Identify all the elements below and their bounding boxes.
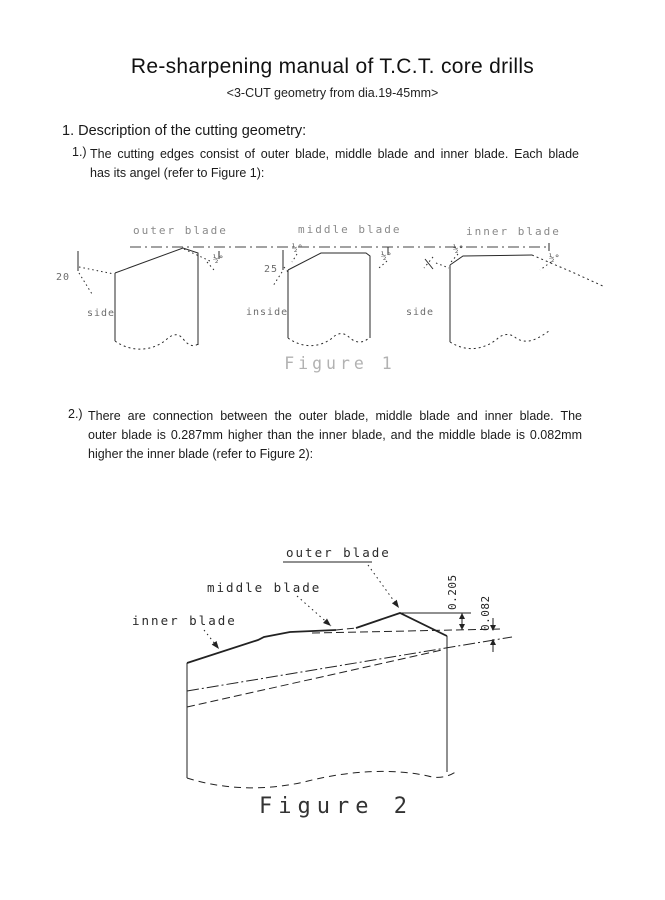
figure1-drawing [0, 215, 665, 380]
blade-profile [187, 613, 457, 788]
middle-angle-value: 25 [264, 264, 279, 275]
inner-tip-angle-left: ½° [453, 245, 464, 255]
middle-tip-angle-left: ½° [292, 244, 303, 254]
inner-tip-angle-right: ½° [549, 254, 560, 264]
outer-angle-value: 20 [56, 272, 71, 283]
figure2-drawing [0, 530, 665, 840]
item1-marker: 1.) [72, 145, 87, 159]
label-leaders [204, 562, 399, 649]
middle-side-label: inside [246, 307, 289, 318]
figure1-caption: Figure 1 [284, 354, 396, 373]
fig2-outer-blade-label: outer blade [286, 545, 391, 560]
dimension-0082: 0.082 [479, 595, 492, 631]
outer-tip-angle: ½° [213, 255, 224, 265]
item2-marker: 2.) [68, 407, 83, 421]
dimension-0205: 0.205 [446, 574, 459, 610]
reference-lines [187, 629, 512, 707]
item2-line3: higher the inner blade (refer to Figure 2): [88, 447, 314, 461]
middle-blade-shape [273, 247, 388, 346]
item2-line1: There are connection between the outer blade, middle blade and inner blade. The [88, 409, 582, 423]
page-title: Re-sharpening manual of T.C.T. core drills [130, 55, 535, 78]
outer-blade-label: outer blade [133, 224, 228, 237]
middle-tip-angle-right: ½° [381, 252, 392, 262]
item1-line1: The cutting edges consist of outer blade, middle blade and inner blade. Each blade [90, 147, 579, 161]
inner-blade-label: inner blade [466, 225, 561, 238]
middle-blade-label: middle blade [298, 223, 402, 236]
outer-side-label: side [87, 308, 116, 319]
fig2-middle-blade-label: middle blade [207, 580, 322, 595]
figure2-caption: Figure 2 [259, 794, 413, 819]
inner-side-label: side [406, 307, 435, 318]
section-heading: 1. Description of the cutting geometry: [62, 123, 307, 139]
item1-line2: has its angel (refer to Figure 1): [90, 166, 265, 180]
outer-blade-shape [78, 248, 219, 349]
item2-line2: outer blade is 0.287mm higher than the inner blade, and the middle blade is 0.082mm [88, 428, 582, 442]
inner-blade-shape [424, 243, 605, 349]
fig2-inner-blade-label: inner blade [132, 613, 237, 628]
page-subtitle: <3-CUT geometry from dia.19-45mm> [226, 86, 439, 100]
